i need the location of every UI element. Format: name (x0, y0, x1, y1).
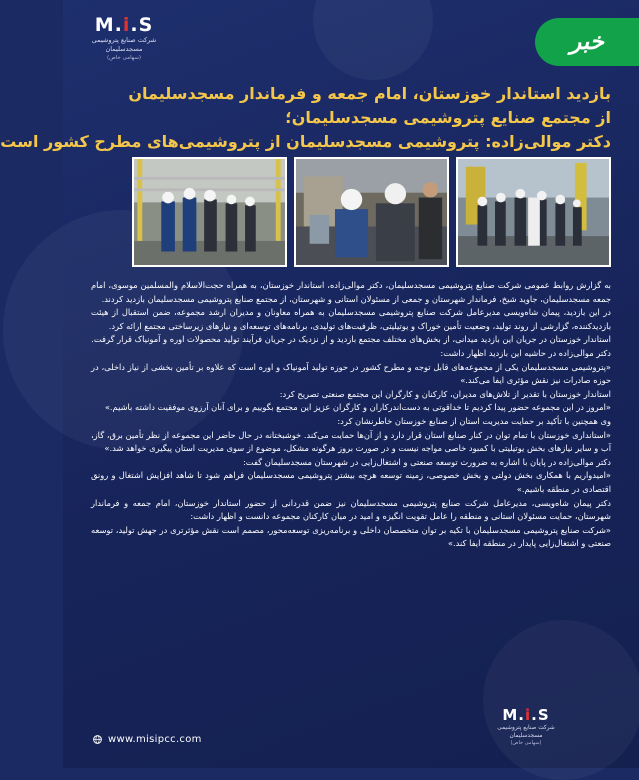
headline-line-3: دکتر موالی‌زاده: پتروشیمی مسجدسلیمان از پتروشیمی‌های مطرح کشور است (0, 132, 611, 151)
footer-company-logo (491, 706, 561, 758)
website-url: www.misipcc.com (108, 734, 202, 745)
photo-officials-briefing (294, 157, 449, 267)
footer (63, 706, 639, 768)
globe-icon (93, 735, 102, 744)
logo-mark: M.i.S (94, 14, 154, 36)
photo-officials-visit (456, 157, 611, 267)
article-paragraph: دکتر موالی‌زاده در پایان با اشاره به ضرورت توسعه صنعتی و اشتغال‌زایی در شهرستان مسجدسلیمان گفت: (243, 456, 611, 467)
photo-image (134, 159, 285, 265)
article-paragraph: دکتر موالی‌زاده در حاشیه این بازدید اظهار داشت: (440, 347, 611, 358)
company-logo (89, 14, 159, 72)
article-paragraph: به گزارش روابط عمومی شرکت صنایع پتروشیمی مسجدسلیمان، دکتر موالی‌زاده، استاندار خوزستان، به همراه حجت‌الاسلام والمسلمین موسوی، امام جمعه مسجدسلیمان، جاوید شیخ، فرماندار شهرستان و جمعی از مسئولان استانی و شهرستان، از مجتمع صنایع پتروشیمی مسجدسلیمان بازدید کردند. (91, 280, 611, 304)
article-paragraph: استاندار خوزستان در جریان این بازدید میدانی، از بخش‌های مختلف مجتمع بازدید و از نزدیک در جریان فرآیند تولید محصولات اوره و آمونیاک قرار گرفت. (91, 334, 611, 345)
article-paragraph: «امروز در این مجموعه حضور پیدا کردیم تا خداقوتی به دست‌اندرکاران و کارگران عزیز این مجتمع بگوییم و برای آنان آرزوی موفقیت داشته باشیم.» (104, 402, 611, 413)
logo-company-name: شرکت صنایع پتروشیمی مسجدسلیمان (91, 36, 157, 53)
photo-image (458, 159, 609, 265)
headline-line-2: از مجتمع صنایع پتروشیمی مسجدسلیمان؛ (285, 108, 611, 127)
website-link[interactable] (93, 734, 202, 745)
logo-company-name: شرکت صنایع پتروشیمی مسجدسلیمان (497, 725, 555, 739)
article-paragraph: دکتر پیمان شاه‌ویسی، مدیرعامل شرکت صنایع پتروشیمی مسجدسلیمان نیز ضمن قدردانی از حضور استاندار خوزستان، امام جمعه و فرماندار شهرستان، حمایت مسئولان استانی و منطقه را عامل تقویت انگیزه و امید در میان کارکنان مجموعه دانست و اظهار داشت: (91, 497, 611, 522)
article-paragraph: استاندار خوزستان با تقدیر از تلاش‌های مدیران، کارکنان و کارگران این مجتمع صنعتی تصریح کرد: (279, 388, 611, 399)
headline-line-1: بازدید استاندار خوزستان، امام جمعه و فرماندار مسجدسلیمان (128, 84, 611, 103)
photo-officials-plant-tour (132, 157, 287, 267)
article-paragraph: در این بازدید، پیمان شاه‌ویسی مدیرعامل شرکت صنایع پتروشیمی مسجدسلیمان به همراه معاونان و مدیران ارشد مجموعه، ضمن استقبال از هیئت بازدیدکننده، گزارشی از روند تولید، وضعیت تأمین خوراک و یوتیلیتی، ظرفیت‌های تولیدی، برنامه‌های توسعه‌ای و نیازهای زیرساختی مجتمع ارائه کرد. (91, 307, 611, 331)
article-body (91, 279, 611, 551)
article-paragraph: «پتروشیمی مسجدسلیمان یکی از مجموعه‌های قابل توجه و مطرح کشور در حوزه تولید آمونیاک و اوره است که علاوه بر تأمین بخشی از نیاز داخلی، در حوزه صادرات نیز نقش مؤثری ایفا می‌کند.» (91, 361, 611, 386)
logo-mark: M.i.S (502, 706, 550, 724)
article-paragraph: «استانداری خوزستان با تمام توان در کنار صنایع استان قرار دارد و از آن‌ها حمایت می‌کند. خوشبختانه در حال حاضر این مجموعه از نظر تأمین برق، گاز، آب و سایر نیازهای بخش یوتیلیتی با کمبود خاصی مواجه نیست و در صورت بروز هرگونه مشکل، موضوع از سوی مدیریت استان پیگیری خواهد شد.» (91, 429, 611, 454)
article-paragraph: «شرکت صنایع پتروشیمی مسجدسلیمان با تکیه بر توان متخصصان داخلی و برنامه‌ریزی توسعه‌محور، مصمم است نقش مؤثرتری در جهش تولید، توسعه صنعتی و اشتغال‌زایی پایدار در منطقه ایفا کند.» (91, 524, 611, 549)
photo-image (296, 159, 447, 265)
logo-company-type: (سهامی خاص) (106, 55, 142, 61)
article-paragraph: وی همچنین با تأکید بر حمایت مدیریت استان از صنایع خوزستان خاطرنشان کرد: (337, 415, 611, 426)
decor-circle (313, 0, 433, 80)
news-tag (535, 18, 639, 66)
photo-strip (131, 157, 611, 267)
logo-company-type: (سهامی خاص) (510, 740, 542, 746)
news-tag-label: خبر (570, 29, 604, 55)
article-paragraph: «امیدواریم با همکاری بخش دولتی و بخش خصوصی، زمینه توسعه هرچه بیشتر پتروشیمی مسجدسلیمان فراهم شود تا شاهد افزایش اشتغال و رونق اقتصادی در منطقه باشیم.» (91, 470, 611, 494)
headline (0, 82, 611, 154)
